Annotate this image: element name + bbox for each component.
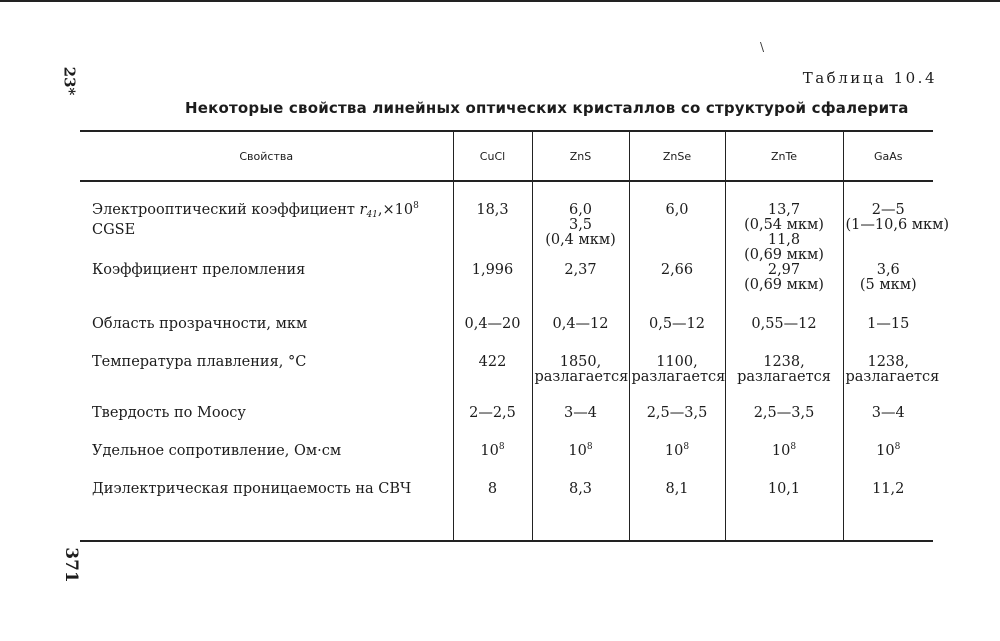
value-line: (0,69 мкм) [744, 277, 824, 293]
table-row [80, 317, 933, 355]
value-line: 11,2 [872, 481, 905, 497]
value-line: 2,37 [564, 262, 597, 278]
value-line: 1,996 [471, 262, 514, 278]
value-cell [629, 181, 725, 263]
table-row [80, 355, 933, 406]
value-line: разлагается [737, 369, 831, 385]
value-cell [725, 317, 843, 355]
value-cell [629, 317, 725, 355]
properties-table [80, 130, 950, 542]
value-line: разлагается [631, 369, 726, 385]
value-cell [532, 482, 629, 541]
value-cell [629, 406, 725, 444]
value-cell [532, 444, 629, 482]
symbol: r [359, 202, 367, 218]
table-label: Таблица 10.4 [802, 69, 937, 87]
table-title: Некоторые свойства линейных оптических кристаллов со структурой сфалерита [185, 99, 909, 117]
table-header [80, 131, 933, 181]
value-line: 1238, [763, 354, 805, 370]
value-cell [725, 355, 843, 406]
page-number: 371 [60, 547, 81, 583]
header-znse: ZnSe [629, 131, 725, 181]
value-line: 1238, [867, 354, 909, 370]
value-line: 3—4 [564, 405, 597, 421]
value-line: 0,4—12 [552, 316, 609, 332]
value-cell [532, 317, 629, 355]
value-line: 1100, [656, 354, 698, 370]
value-cell [453, 482, 532, 541]
value-line: $10^8$ [876, 442, 901, 459]
value-line: 13,7 [767, 202, 801, 218]
value-line: 2,5—3,5 [646, 405, 708, 421]
header-gaas: GaAs [843, 131, 933, 181]
value-line: 8,1 [665, 481, 689, 497]
value-line: 2,66 [660, 262, 694, 278]
value-cell [532, 263, 629, 317]
value-cell [629, 444, 725, 482]
value-cell [453, 406, 532, 444]
property-cell: Диэлектрическая проницаемость на СВЧ [80, 482, 453, 541]
property-cell: Область прозрачности, мкм [92, 316, 308, 332]
header-znte: ZnTe [725, 131, 843, 181]
value-line: $10^8$ [568, 442, 593, 459]
power: 8 [413, 201, 419, 211]
property-cell: Твердость по Моосу [92, 405, 246, 421]
value-line: 10,1 [767, 481, 801, 497]
top-scan-edge-rule [0, 0, 1000, 2]
value-line: 8 [487, 481, 498, 497]
value-cell [843, 317, 933, 355]
property-cell: Удельное сопротивление, Ом·см [92, 443, 342, 459]
subscript: 41 [366, 210, 378, 220]
value-cell [843, 482, 933, 541]
header-zns: ZnS [532, 131, 629, 181]
value-line: (0,69 мкм) [744, 247, 824, 263]
value-line: 1850, [559, 354, 602, 370]
value-line: 3,5 [568, 217, 593, 233]
value-cell [725, 444, 843, 482]
value-cell [629, 355, 725, 406]
header-cucl: CuCl [453, 131, 532, 181]
value-line: $10^8$ [480, 442, 505, 459]
property-cell: Коэффициент преломления [92, 262, 306, 278]
value-line: $10^8$ [664, 442, 690, 459]
value-line: (0,4 мкм) [545, 232, 616, 248]
power: 8 [586, 442, 593, 452]
value-line: 6,0 [568, 202, 593, 218]
value-line: 2,97 [767, 262, 801, 278]
property-cell: Электрооптический коэффициент $r_{41},\times 10^8$ CGSE [92, 201, 419, 238]
value-cell [629, 482, 725, 541]
value-cell [453, 355, 532, 406]
value-line: 0,55—12 [751, 316, 817, 332]
value-cell [629, 263, 725, 317]
value-cell [843, 354, 940, 406]
table-row [80, 482, 933, 541]
value-line: 2,5—3,5 [753, 405, 815, 421]
value-line: 2—2,5 [469, 405, 516, 421]
value-cell [532, 406, 629, 444]
power: 8 [683, 442, 690, 452]
value-cell [725, 406, 843, 444]
value-line: $10^8$ [771, 442, 797, 459]
value-line: разлагается [534, 369, 629, 385]
value-line: 18,3 [476, 202, 509, 218]
value-line: разлагается [845, 369, 940, 385]
value-cell [453, 263, 532, 317]
value-line: 0,4—20 [464, 316, 521, 332]
signature-mark: 23* [60, 66, 79, 96]
table-row [80, 406, 933, 444]
value-cell [725, 181, 843, 263]
value-line: 3—4 [871, 405, 905, 421]
stray-pen-mark: \ [760, 40, 765, 54]
value-line: 1—15 [867, 316, 910, 332]
value-cell [843, 263, 933, 317]
table-row [80, 181, 933, 263]
value-cell [453, 317, 532, 355]
value-line: 0,5—12 [648, 316, 705, 332]
value-cell [843, 406, 933, 444]
table-body [80, 181, 950, 541]
table-row [80, 263, 933, 317]
power: 8 [498, 442, 505, 452]
value-cell [453, 181, 532, 263]
value-cell [532, 355, 629, 406]
value-cell [843, 444, 933, 482]
value-line: 2—5 [871, 202, 905, 218]
value-line: 6,0 [665, 202, 689, 218]
value-cell [453, 444, 532, 482]
value-line: (5 мкм) [859, 277, 917, 293]
power: 8 [894, 442, 901, 452]
value-line: 422 [478, 354, 507, 370]
power: 8 [790, 442, 797, 452]
value-line: 3,6 [876, 262, 900, 278]
value-line: 11,8 [767, 232, 801, 248]
value-line: 8,3 [568, 481, 593, 497]
table-row [80, 444, 933, 482]
property-cell: Температура плавления, °С [92, 354, 307, 370]
value-line: (1—10,6 мкм) [845, 217, 950, 233]
value-line: (0,54 мкм) [744, 217, 824, 233]
value-cell [725, 482, 843, 541]
value-cell [725, 263, 843, 317]
value-cell [532, 181, 629, 263]
value-cell [843, 181, 950, 263]
header-property: Свойства [80, 131, 453, 181]
